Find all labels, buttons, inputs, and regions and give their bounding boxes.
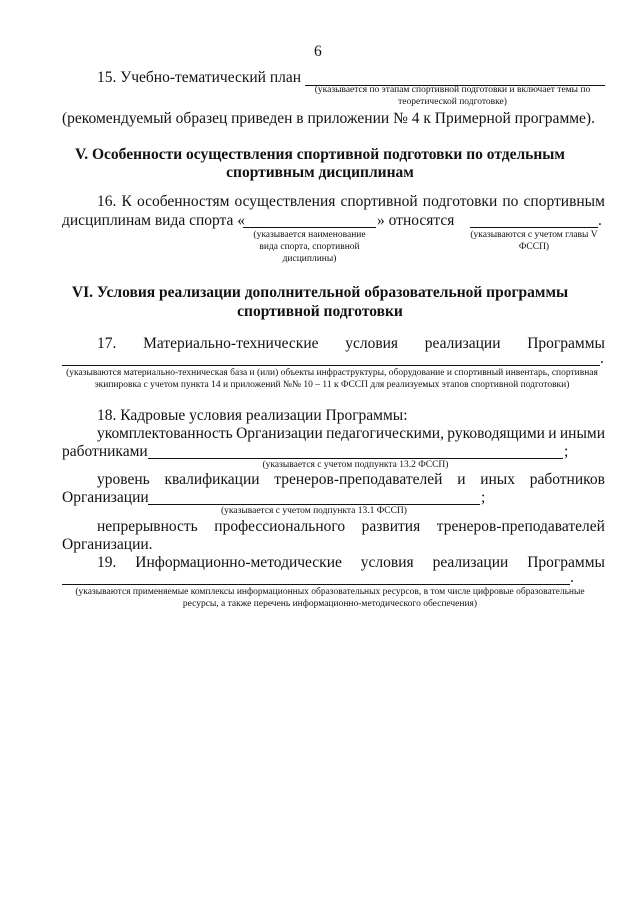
word: особенностям: [136, 193, 230, 210]
word: 19.: [97, 554, 117, 571]
word: спортивной: [340, 193, 418, 210]
item16-line2-mid: » относятся: [377, 212, 455, 229]
section6-title-line1: VI. Условия реализации дополнительной образовательной программы: [71, 284, 569, 301]
word: иными: [559, 425, 605, 442]
word: уровень: [97, 471, 150, 488]
item18-staffing-line2: работниками: [62, 443, 148, 460]
item15-label: 15. Учебно-тематический план: [97, 69, 302, 86]
item16-line2-end: .: [598, 212, 602, 229]
word: Информационно-методические: [135, 554, 342, 571]
word: реализации: [432, 554, 509, 571]
word: Организации: [236, 425, 323, 442]
item17-blank: [62, 365, 600, 366]
word: Программы: [527, 554, 605, 571]
word: по: [502, 193, 519, 210]
section6-title-line2: спортивной подготовки: [237, 303, 403, 320]
item18-staffing-line1: [97, 424, 605, 443]
section5-title-line2: спортивным дисциплинам: [226, 164, 414, 181]
item18-title: 18. Кадровые условия реализации Программы:: [97, 407, 408, 424]
word: Программы: [527, 335, 605, 352]
word: квалификации: [164, 471, 260, 488]
word: К: [121, 193, 132, 210]
word: укомплектованность: [97, 425, 233, 442]
word: работников: [529, 471, 605, 488]
word: спортивным: [523, 193, 605, 210]
word: педагогическими,: [326, 425, 444, 442]
item17-note: (указываются материально-техническая база и (или) объекты инфраструктуры, оборудование и спортивный инвентарь, спортивная экипировка с учетом пункта 14 и приложений №№ 10 – 11 к ФССП для реализуемых этапов спортивной подготовки): [66, 368, 598, 390]
word: и: [457, 471, 466, 488]
item18-level-line1: [97, 470, 605, 489]
item17-end: .: [600, 350, 604, 367]
item18-staffing-note: (указывается с учетом подпункта 13.2 ФССП): [262, 460, 449, 470]
word: 16.: [97, 193, 117, 210]
item17-line1: [97, 334, 605, 353]
word: реализации: [424, 335, 501, 352]
word: профессионального: [214, 518, 346, 535]
word: осуществления: [234, 193, 336, 210]
page-number: 6: [314, 43, 322, 60]
word: непрерывность: [97, 518, 198, 535]
item16-note-left: (указывается наименование вида спорта, спортивной дисциплины): [253, 230, 366, 264]
item18-level-line2: Организации: [62, 489, 149, 506]
item18-staffing-end: ;: [564, 443, 569, 460]
item16-line1: [97, 192, 605, 211]
item16-features-blank: [470, 227, 598, 228]
word: иных: [480, 471, 515, 488]
item18-level-note: (указывается с учетом подпункта 13.1 ФССП): [221, 506, 407, 516]
item16-note-right: (указываются с учетом главы V ФССП): [470, 230, 598, 252]
word: Материально-технические: [143, 335, 319, 352]
item19-note: (указываются применяемые комплексы информационных образовательных ресурсов, в том числе цифровые образовательные ресурсы, а также перечень информационно-методического обеспечения): [75, 587, 585, 609]
item19-blank: [62, 584, 570, 585]
word: подготовки: [422, 193, 498, 210]
item16-sport-blank: [243, 227, 376, 228]
word: и: [548, 425, 557, 442]
word: руководящими: [447, 425, 545, 442]
item18-continuity-line2: Организации.: [62, 536, 153, 553]
word: условия: [360, 554, 414, 571]
item16-line2-start: дисциплинам вида спорта «: [62, 212, 246, 229]
word: условия: [345, 335, 399, 352]
word: 17.: [97, 335, 117, 352]
item18-continuity-line1: [97, 517, 605, 536]
word: тренеров-преподавателей: [436, 518, 605, 535]
word: тренеров-преподавателей: [274, 471, 443, 488]
item15-note: (указывается по этапам спортивной подготовки и включает темы по теоретической подготовке): [314, 85, 591, 107]
item18-level-end: ;: [481, 489, 486, 506]
section5-title-line1: V. Особенности осуществления спортивной подготовки по отдельным: [75, 146, 565, 163]
item15-sample: (рекомендуемый образец приведен в приложении № 4 к Примерной программе).: [62, 110, 595, 127]
item19-end: .: [570, 569, 574, 586]
word: развития: [361, 518, 421, 535]
item19-line1: [97, 553, 605, 572]
